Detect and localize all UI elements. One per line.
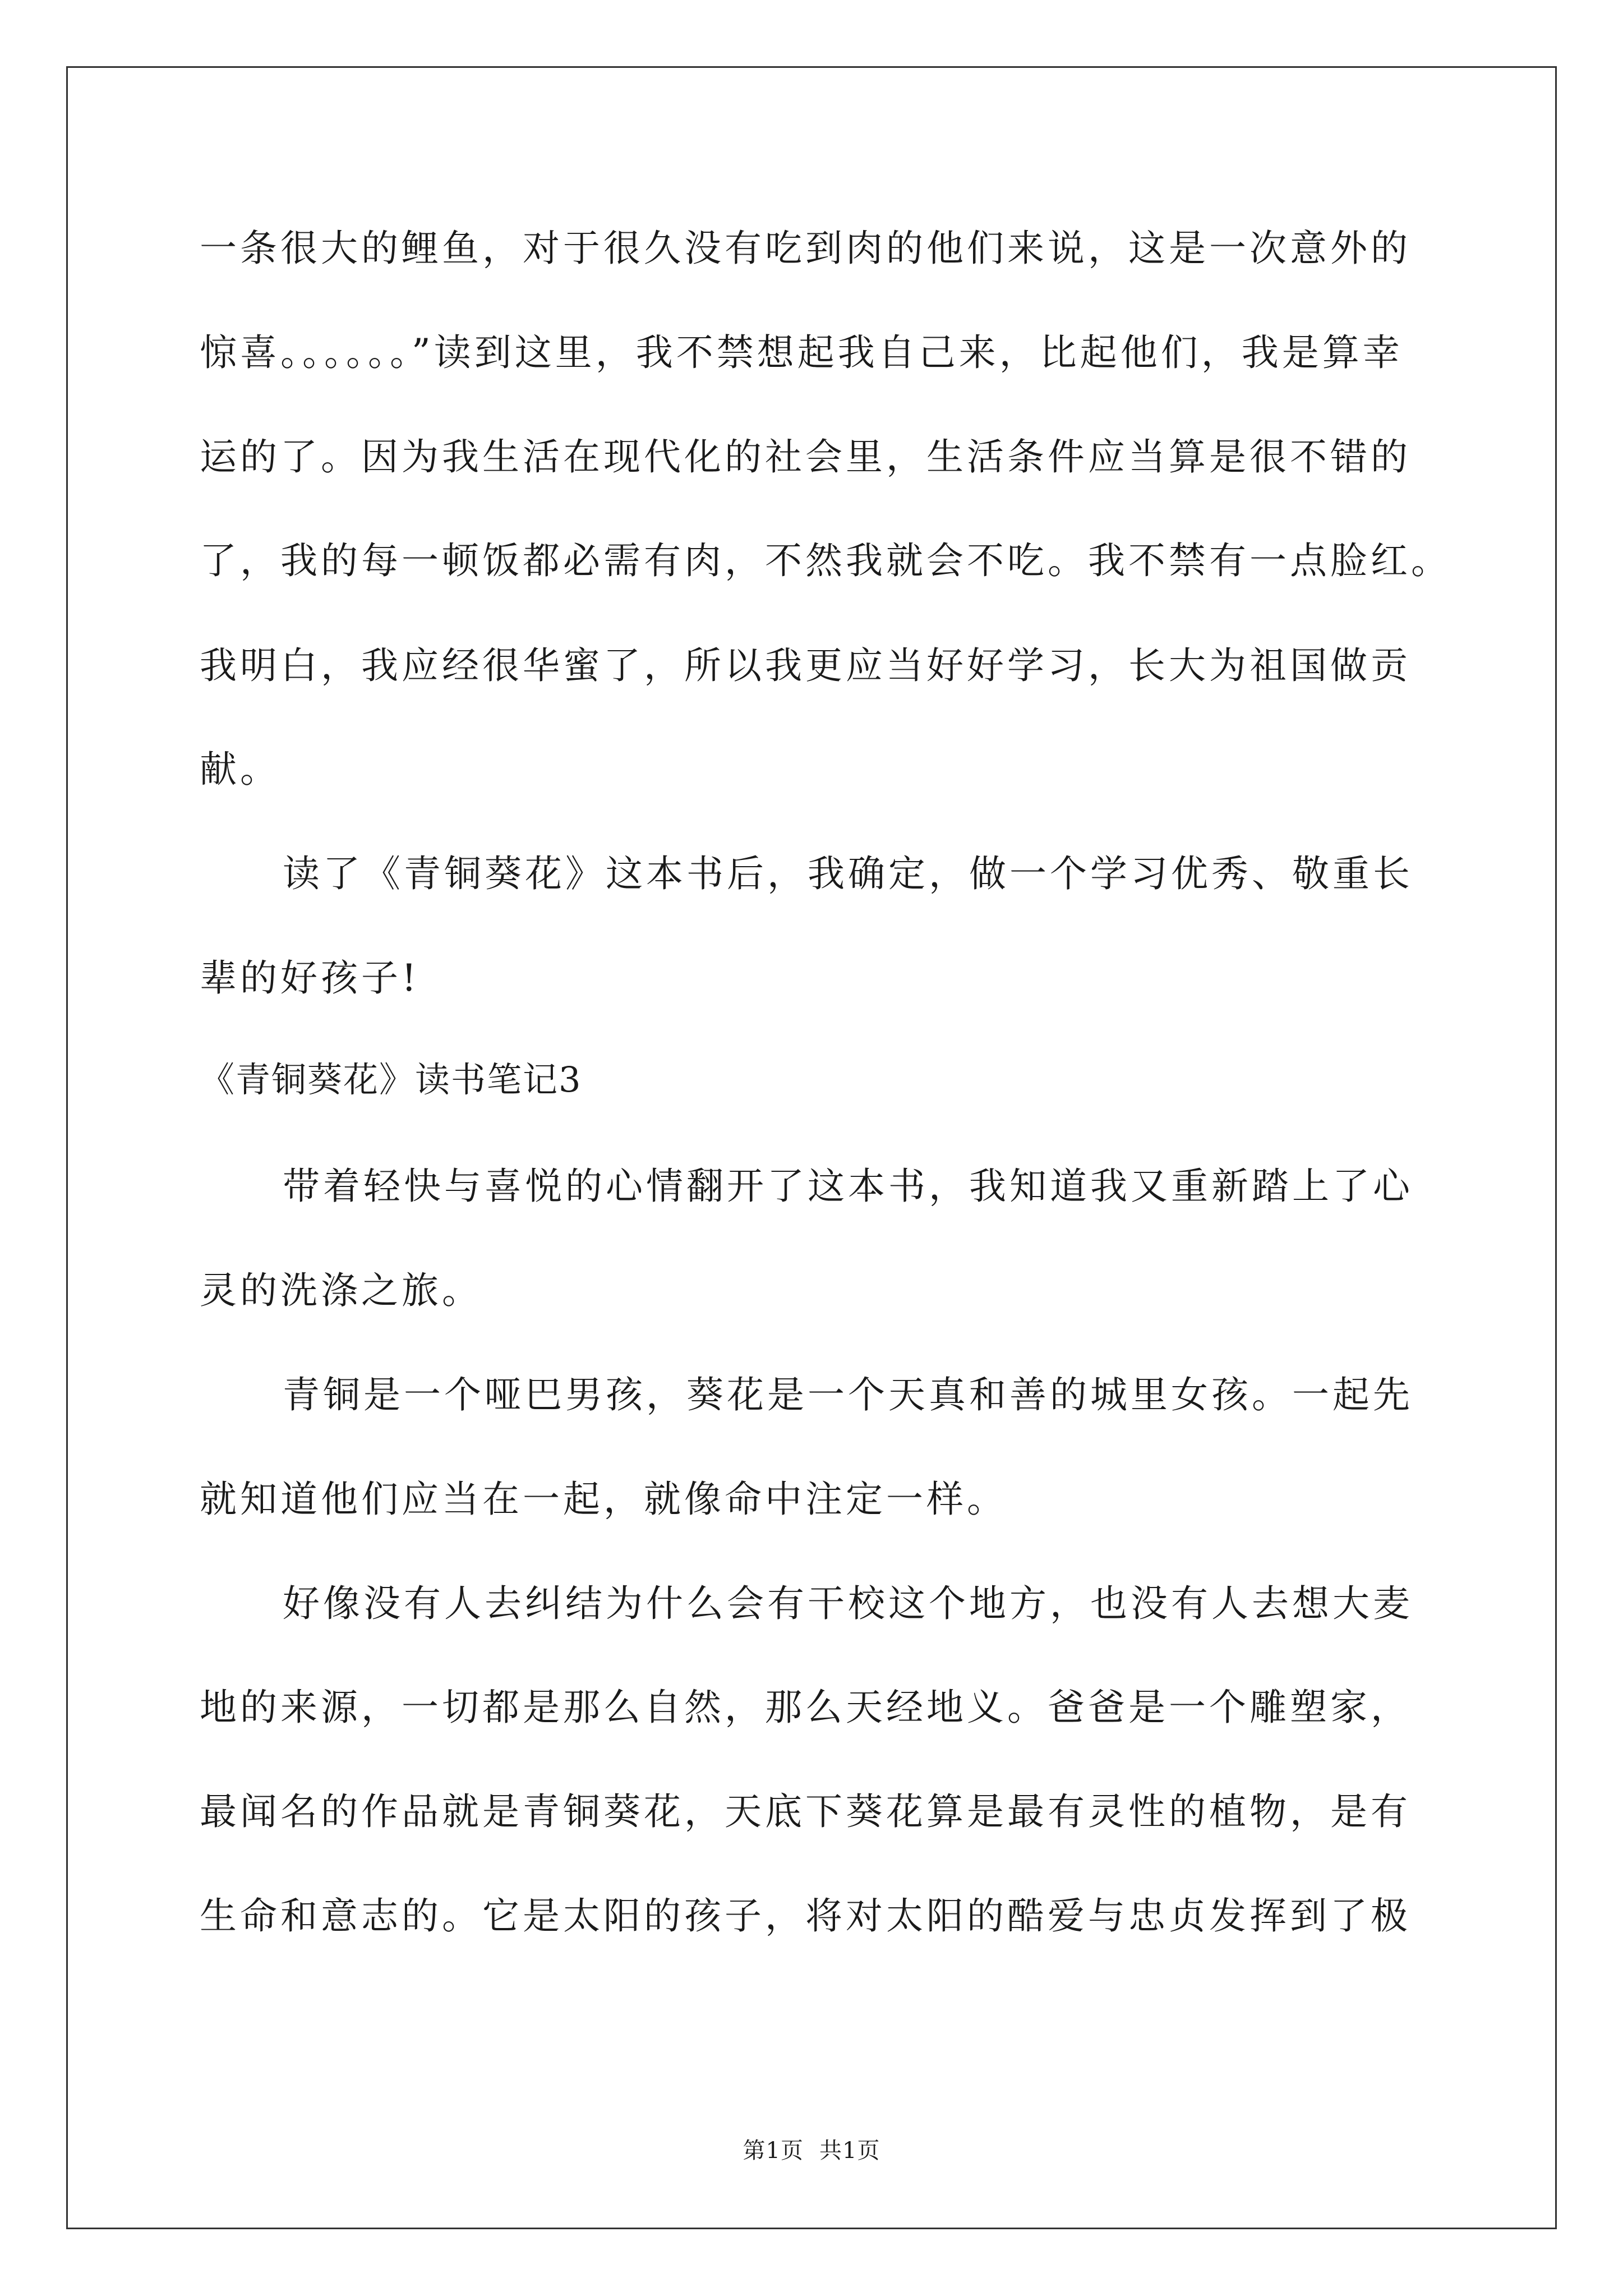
text-line: 一条很大的鲤鱼，对于很久没有吃到肉的他们来说，这是一次意外的 [200, 227, 1411, 270]
text-line: 了，我的每一顿饭都必需有肉，不然我就会不吃。我不禁有一点脸红。 [200, 539, 1451, 582]
paragraph-first-line: 读了《青铜葵花》这本书后，我确定，做一个学习优秀、敬重长 [283, 852, 1413, 895]
text-line: 献。 [200, 748, 280, 791]
text-line: 惊喜。。。。。。”读到这里，我不禁想起我自己来，比起他们，我是算幸 [200, 331, 1403, 374]
text-line: 我明白，我应经很华蜜了，所以我更应当好好学习，长大为祖国做贡 [200, 644, 1411, 687]
paragraph-first-line: 好像没有人去纠结为什么会有干校这个地方，也没有人去想大麦 [283, 1582, 1413, 1625]
paragraph-first-line: 带着轻快与喜悦的心情翻开了这本书，我知道我又重新踏上了心 [283, 1165, 1413, 1208]
text-line: 地的来源，一切都是那么自然，那么天经地义。爸爸是一个雕塑家， [200, 1686, 1411, 1729]
page-total: 共1页 [819, 2138, 880, 2164]
page-number: 第1页 [743, 2138, 804, 2164]
page-footer [0, 2135, 1623, 2166]
text-line: 辈的好孩子! [200, 956, 420, 1000]
text-line: 灵的洗涤之旅。 [200, 1269, 482, 1312]
text-line: 运的了。因为我生活在现代化的社会里，生活条件应当算是很不错的 [200, 435, 1411, 478]
paragraph-first-line: 青铜是一个哑巴男孩，葵花是一个天真和善的城里女孩。一起先 [283, 1373, 1413, 1416]
text-line: 就知道他们应当在一起，就像命中注定一样。 [200, 1478, 1007, 1521]
section-heading: 《青铜葵花》读书笔记3 [200, 1059, 582, 1100]
text-line: 生命和意志的。它是太阳的孩子，将对太阳的酷爱与忠贞发挥到了极 [200, 1894, 1411, 1938]
text-line: 最闻名的作品就是青铜葵花，天底下葵花算是最有灵性的植物，是有 [200, 1790, 1411, 1833]
